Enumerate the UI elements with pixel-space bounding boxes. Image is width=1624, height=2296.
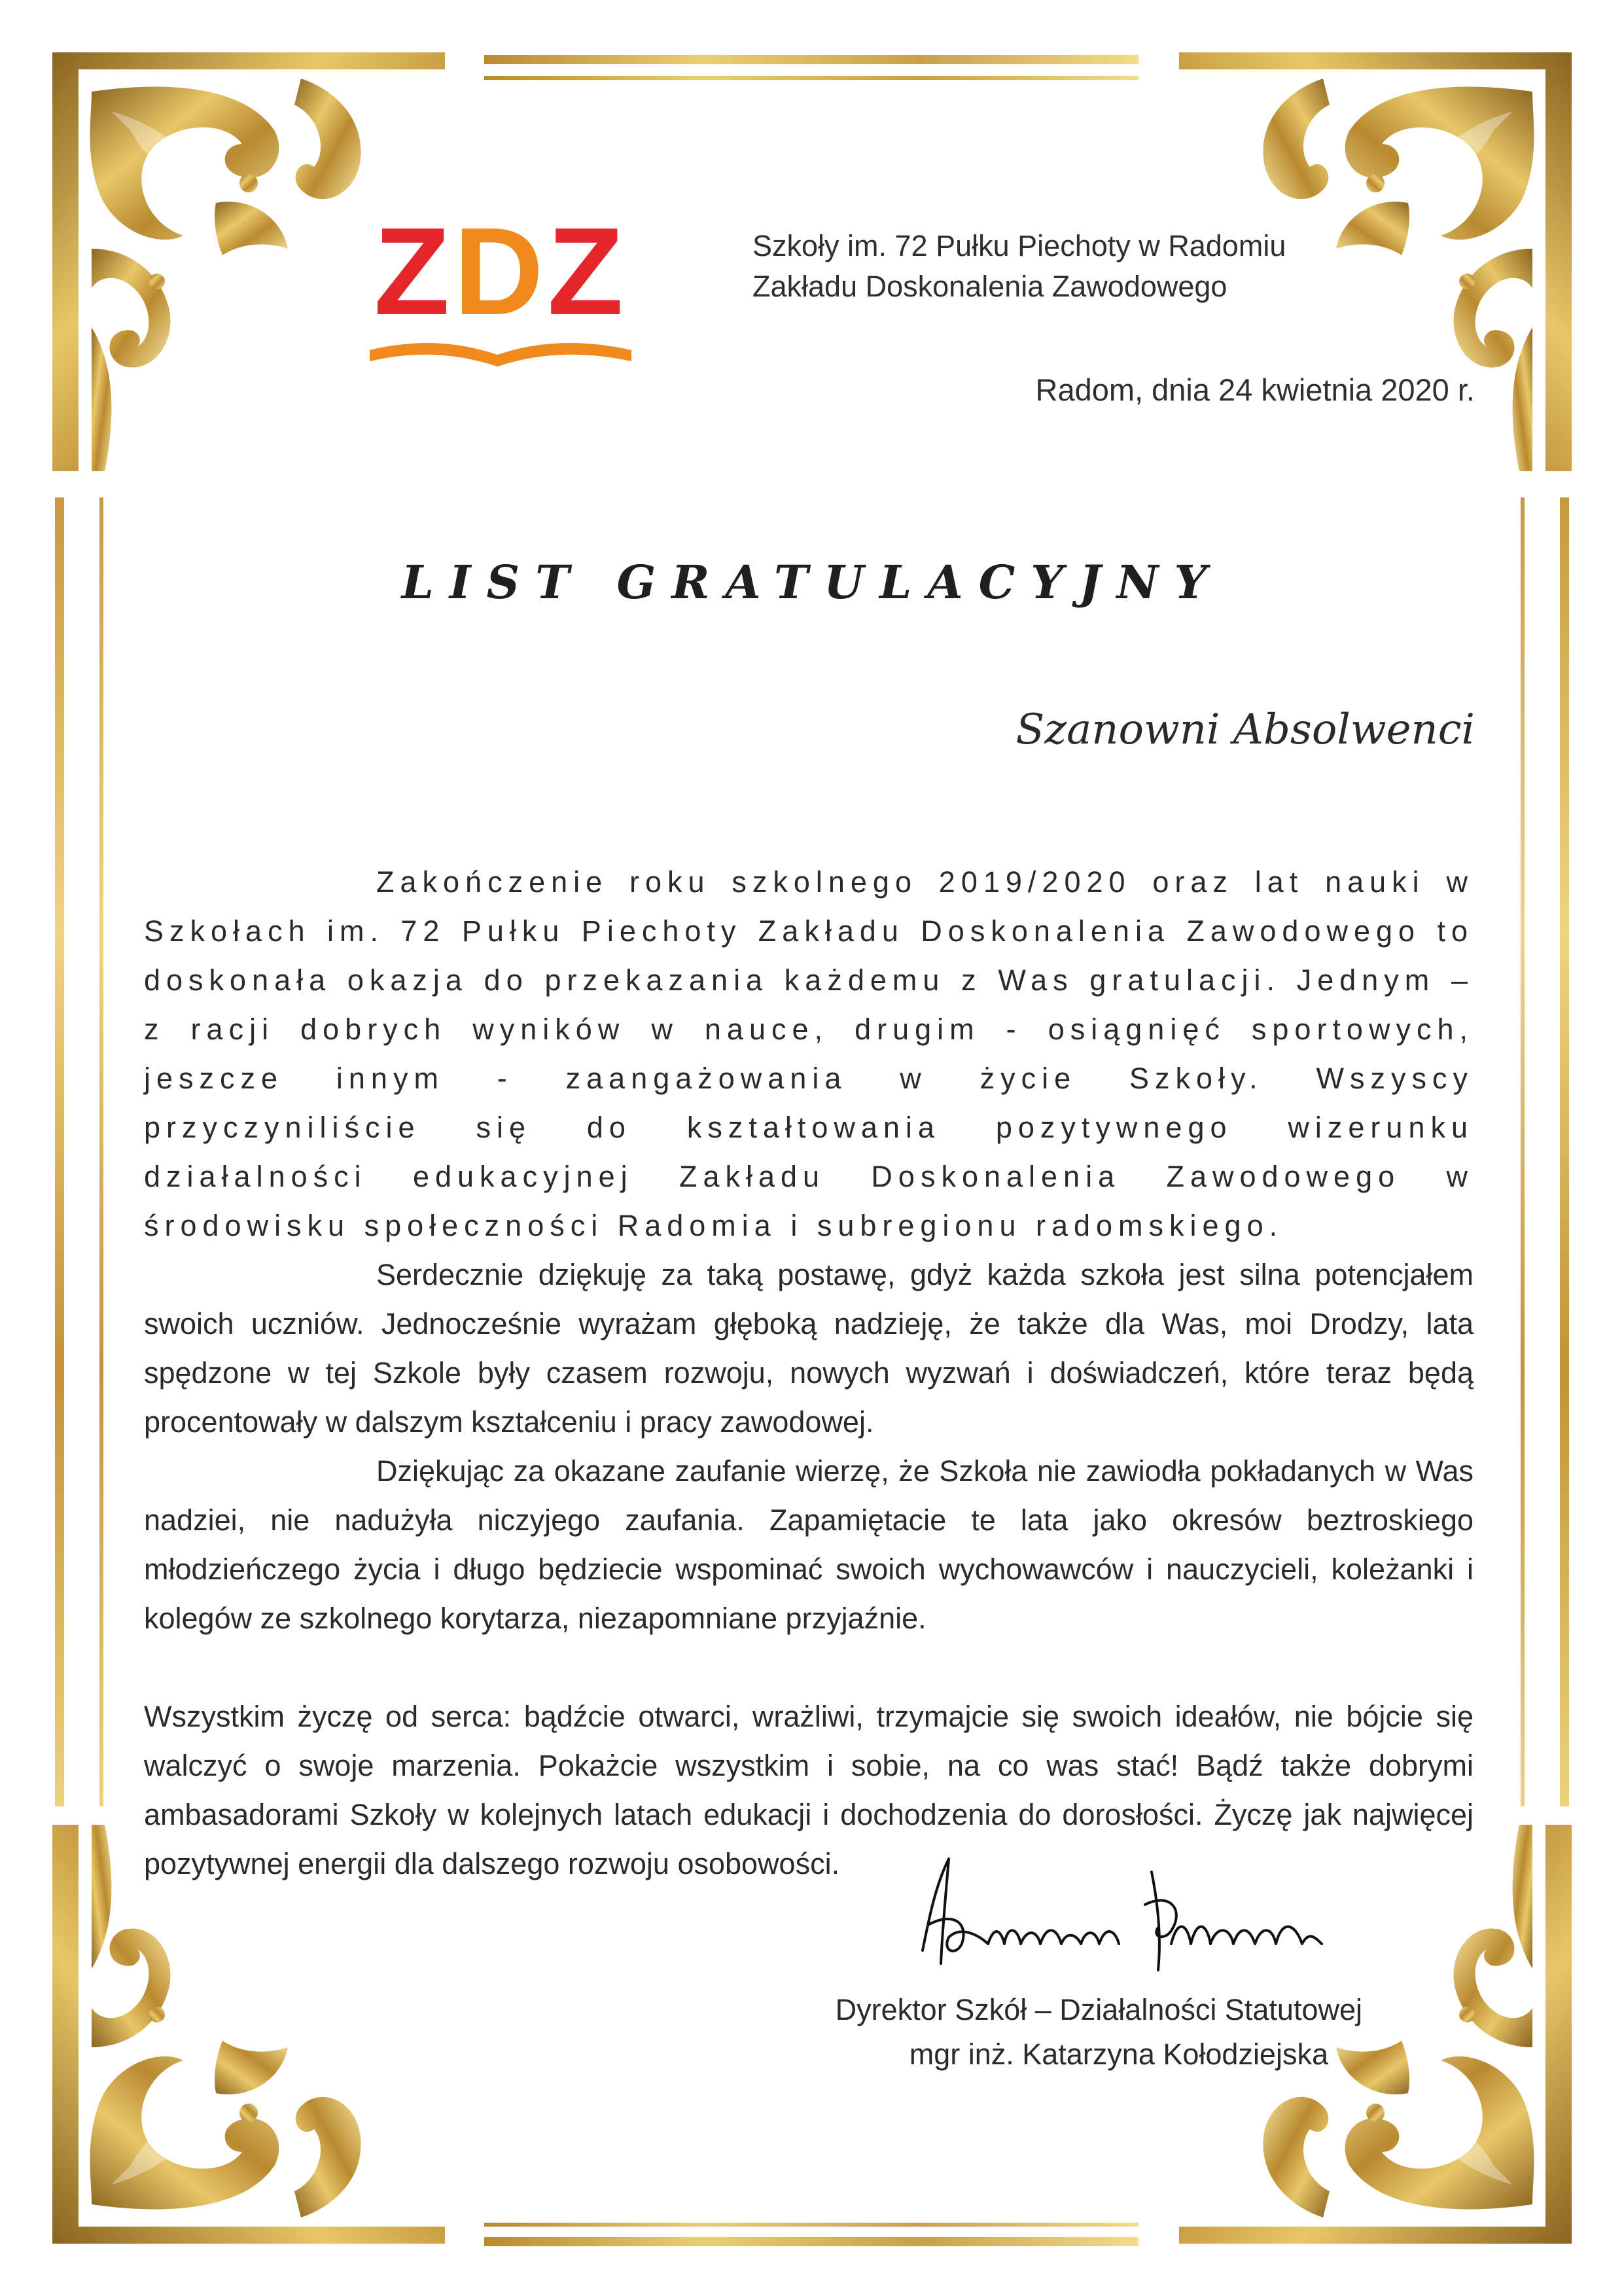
- frame-top-rule-inner: [484, 76, 1139, 80]
- signatory-role: Dyrektor Szkół – Działalności Statutowej: [835, 1993, 1362, 2026]
- zdz-logo: [363, 209, 638, 380]
- letter-date: Radom, dnia 24 kwietnia 2020 r.: [1035, 372, 1475, 407]
- school-name-line2: Zakładu Doskonalenia Zawodowego: [752, 270, 1227, 303]
- zdz-logo-text: ZDZ: [374, 209, 627, 341]
- letter-body: [144, 857, 1474, 1888]
- signatory-name: mgr inż. Katarzyna Kołodziejska: [909, 2037, 1328, 2071]
- frame-right-rule-outer: [1560, 497, 1569, 1806]
- frame-bottom-rule-outer: [484, 2237, 1139, 2246]
- paragraph-3: Dziękując za okazane zaufanie wierzę, że Szkoła nie zawiodła pokładanych w Was nadziei, nie nadużyła niczyjego zaufania. Zapamiętacie te lata jako okresów beztroskiego młodzieńczego życia i długo będziecie wspominać swoich wychowawców i nauczycieli, koleżanki i kolegów ze szkolnego korytarza, niezapomniane przyjaźnie.: [144, 1454, 1474, 1635]
- letter-title: LIST GRATULACYJNY: [401, 555, 1223, 609]
- frame-top-rule-outer: [484, 55, 1139, 64]
- handwritten-signature: [909, 1846, 1328, 1990]
- paragraph-4: Wszystkim życzę od serca: bądźcie otwarci, wrażliwi, trzymajcie się swoich ideałów, nie bójcie się walczyć o swoje marzenia. Pokażcie wszystkim i sobie, na co was stać! Bądź także dobrymi ambasadorami Szkoły w kolejnych latach edukacji i dochodzenia do dorosłości. Życzę jak najwięcej pozytywnej energii dla dalszego rozwoju osobowości.: [144, 1700, 1474, 1880]
- frame-left-rule-outer: [55, 497, 64, 1806]
- paragraph-2: Serdecznie dziękuję za taką postawę, gdyż każda szkoła jest silna potencjałem swoich uczniów. Jednocześnie wyrażam głęboką nadzieję, że także dla Was, moi Drodzy, lata spędzone w tej Szkole były czasem rozwoju, nowych wyzwań i doświadczeń, które teraz będą procentowały w dalszym kształceniu i pracy zawodowej.: [144, 1258, 1474, 1439]
- frame-bottom-rule-inner: [484, 2223, 1139, 2227]
- frame-left-rule-inner: [99, 497, 103, 1806]
- salutation: Szanowni Absolwenci: [1015, 706, 1475, 754]
- school-name-line1: Szkoły im. 72 Pułku Piechoty w Radomiu: [752, 229, 1286, 262]
- paragraph-1: Zakończenie roku szkolnego 2019/2020 oraz lat nauki w Szkołach im. 72 Pułku Piechoty Zakładu Doskonalenia Zawodowego to doskonała okazja do przekazania każdemu z Was gratulacji. Jednym – z racji dobrych wyników w nauce, drugim - osiągnięć sportowych, jeszcze innym - zaangażowania w życie Szkoły. Wszyscy przyczyniliście się do kształtowania pozytywnego wizerunku działalności edukacyjnej Zakładu Doskonalenia Zawodowego w środowisku społeczności Radomia i subregionu radomskiego.: [144, 865, 1474, 1242]
- book-icon: [370, 343, 631, 367]
- frame-right-rule-inner: [1521, 497, 1525, 1806]
